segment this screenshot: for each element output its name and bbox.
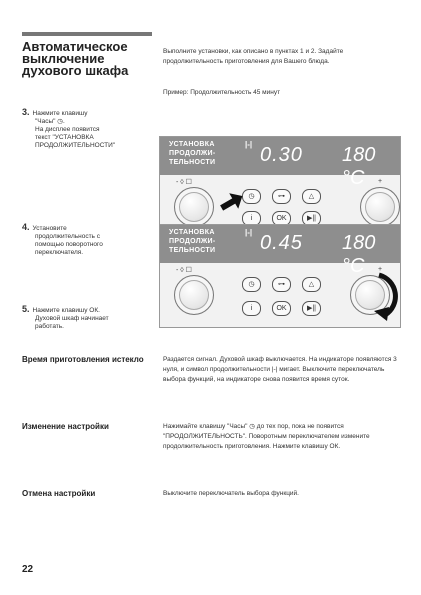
section-title-cancel-setting: Отмена настройки (22, 489, 96, 498)
step-line: продолжительность с (35, 233, 100, 240)
page-number: 22 (22, 564, 34, 575)
step-line: На дисплее появится (35, 126, 100, 133)
display-label-line: ТЕЛЬНОСТИ (169, 159, 216, 166)
function-selector-knob[interactable] (174, 187, 214, 227)
oven-display (160, 225, 400, 277)
play-pause-button[interactable]: ▶|| (302, 211, 321, 226)
key-button[interactable]: ⊶ (272, 189, 291, 204)
intro-text: Выполните установки, как описано в пунктах 1 и 2. Задайте продолжительность приготовления для Вашего блюда. (163, 48, 344, 65)
info-button[interactable]: i (242, 211, 261, 226)
duration-symbol: |-| (245, 140, 253, 149)
display-label-line: УСТАНОВКА (169, 141, 215, 148)
play-pause-button[interactable]: ▶|| (302, 301, 321, 316)
step-line: Нажмите клавишу ОК. (32, 307, 100, 314)
step-4 (22, 223, 152, 257)
display-time: 0.30 (260, 144, 303, 166)
display-label (169, 228, 216, 255)
section-title-change-setting: Изменение настройки (22, 422, 109, 431)
rotate-arrow-icon (365, 271, 399, 323)
step-line: помощью поворотного (35, 241, 103, 248)
section-text-cancel-setting: Выключите переключатель выбора функций. (163, 490, 299, 497)
section-text-change-setting: Нажимайте клавишу "Часы" ◷ до тех пор, пока не появится "ПРОДОЛЖИТЕЛЬНОСТЬ". Поворотным переключателем измените продолжительность приготовления. Нажмите клавишу ОК. (163, 423, 370, 450)
oven-display (160, 137, 400, 189)
clock-button[interactable]: ◷ (242, 189, 261, 204)
step-line: Духовой шкаф начинает (35, 315, 109, 322)
section-text-time-elapsed: Раздается сигнал. Духовой шкаф выключается. На индикаторе появляются 3 нуля, и символ продолжительности |-| мигает. Выключите переключатель выбора функций, на индикаторе снова появится время суток. (163, 356, 397, 383)
key-button[interactable]: ⊶ (272, 277, 291, 292)
page-title: Автоматическое выключение духового шкафа (22, 39, 129, 78)
section-title-time-elapsed: Время приготовления истекло (22, 355, 144, 364)
step-5 (22, 305, 152, 331)
step-3 (22, 108, 152, 150)
knob-marks-left: - ◊ ☐ (176, 267, 192, 274)
step-line: Нажмите клавишу (32, 110, 88, 117)
oven-panel-2 (159, 224, 401, 328)
function-selector-knob[interactable] (174, 275, 214, 315)
knob-marks-right: + (378, 266, 383, 273)
knob-marks-left: - ◊ ☐ (176, 179, 192, 186)
rotary-knob[interactable] (360, 187, 400, 227)
example-text: Пример: Продолжительность 45 минут (163, 89, 281, 96)
info-button[interactable]: i (242, 301, 261, 316)
oven-panel-1 (159, 136, 401, 236)
step-number: 5. (22, 304, 30, 314)
step-line: работать. (35, 323, 64, 330)
step-line: текст "УСТАНОВКА (35, 134, 94, 141)
step-line: "Часы" ◷. (35, 118, 65, 125)
step-line: ПРОДОЛЖИТЕЛЬНОСТИ" (35, 142, 116, 149)
step-number: 3. (22, 107, 30, 117)
ok-button[interactable]: OK (272, 211, 291, 226)
display-label-line: ПРОДОЛЖИ- (169, 238, 216, 245)
step-line: Установите (32, 225, 67, 232)
pointer-arrow-icon (220, 191, 244, 213)
display-label (169, 140, 216, 167)
display-temperature: 180 °C (342, 144, 376, 189)
display-label-line: ТЕЛЬНОСТИ (169, 247, 216, 254)
header-rule (22, 32, 152, 36)
display-time: 0.45 (260, 232, 303, 254)
display-label-line: УСТАНОВКА (169, 229, 215, 236)
duration-symbol: |-| (245, 228, 253, 237)
step-line: переключателя. (35, 249, 84, 256)
clock-button[interactable]: ◷ (242, 277, 261, 292)
display-temperature: 180 °C (342, 232, 376, 277)
step-number: 4. (22, 222, 30, 232)
bell-button[interactable]: △ (302, 277, 321, 292)
knob-marks-right: + (378, 178, 383, 185)
display-label-line: ПРОДОЛЖИ- (169, 150, 216, 157)
bell-button[interactable]: △ (302, 189, 321, 204)
ok-button[interactable]: OK (272, 301, 291, 316)
